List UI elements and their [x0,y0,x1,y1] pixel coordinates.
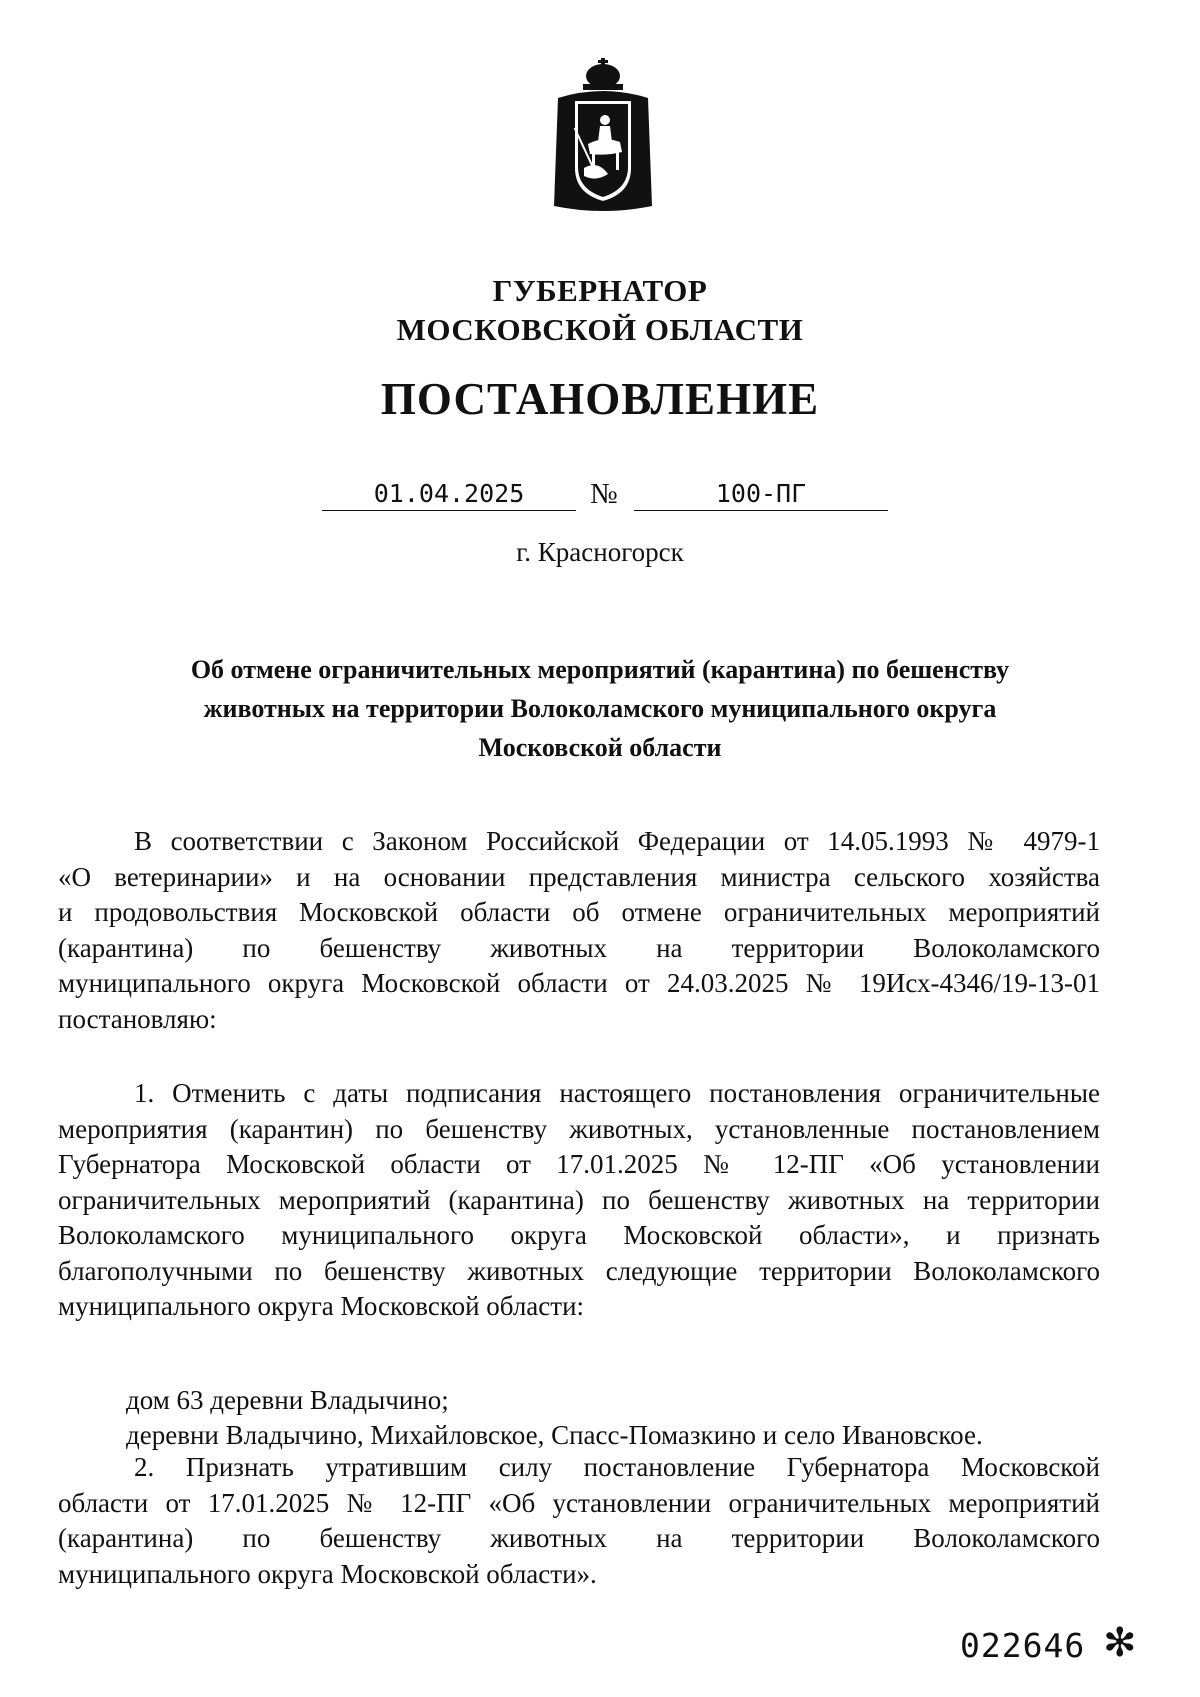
territory-list-item [58,1418,1100,1454]
text-line: Волоколамского муниципального округа Московской области», и признать [58,1220,1100,1250]
text-line: муниципального округа Московской области». [58,1558,597,1589]
document-subject [100,650,1100,767]
text-line: (карантина) по бешенству животных на территории Волоколамского [58,1523,1100,1553]
territory-list-item [58,1383,1100,1419]
coat-of-arms-icon [548,56,658,216]
text-line: благополучными по бешенству животных следующие территории Волоколамского [58,1255,1100,1286]
text-line: дом 63 деревни Владычино; [126,1385,449,1415]
text-line: 1. Отменить с даты подписания настоящего постановления ограничительные [134,1078,1100,1108]
text-line: Губернатора Московской области от 17.01.2025 № 12-ПГ «Об установлении [58,1149,1100,1179]
document-number: 100-ПГ [634,478,888,511]
text-line: и продовольствия Московской области об отмене ограничительных мероприятий [58,897,1100,927]
text-line: деревни Владычино, Михайловское, Спасс-Помазкино и село Ивановское. [126,1420,983,1450]
document-place: г. Красногорск [516,537,684,567]
text-line: ограничительных мероприятий (карантина) по бешенству животных на территории [58,1184,1100,1215]
item-1-paragraph [58,1076,1100,1325]
asterisk-icon: ✻ [1103,1620,1137,1666]
document-date: 01.04.2025 [322,478,576,511]
authority-region: МОСКОВСКОЙ ОБЛАСТИ [396,312,804,347]
text-line: области от 17.01.2025 № 12-ПГ «Об установлении ограничительных мероприятий [58,1487,1100,1518]
text-line: мероприятия (карантин) по бешенству животных, установленные постановлением [58,1113,1100,1144]
number-sign: № [590,478,618,510]
text-line: 2. Признать утратившим силу постановление Губернатора Московской [134,1452,1100,1482]
item-2-paragraph [58,1450,1100,1592]
text-line: (карантина) по бешенству животных на территории Волоколамского [58,932,1100,963]
preamble-paragraph [58,824,1100,1037]
subject-line: Московской области [478,733,722,762]
subject-line: животных на территории Волоколамского муниципального округа [203,694,997,723]
subject-line: Об отмене ограничительных мероприятий (карантина) по бешенству [190,655,1010,684]
text-line: муниципального округа Московской области: [58,1291,585,1321]
text-line: «О ветеринарии» и на основании представления министра сельского хозяйства [58,861,1100,892]
text-line: муниципального округа Московской области от 24.03.2025 № 19Исх-4346/19-13-01 [58,968,1100,998]
document-type: ПОСТАНОВЛЕНИЕ [380,374,820,424]
text-line: В соответствии с Законом Российской Федерации от 14.05.1993 № 4979-1 [134,826,1100,856]
serial-number: 022646 [960,1626,1086,1665]
text-line: постановляю: [58,1003,217,1034]
authority-title: ГУБЕРНАТОР [492,273,708,308]
